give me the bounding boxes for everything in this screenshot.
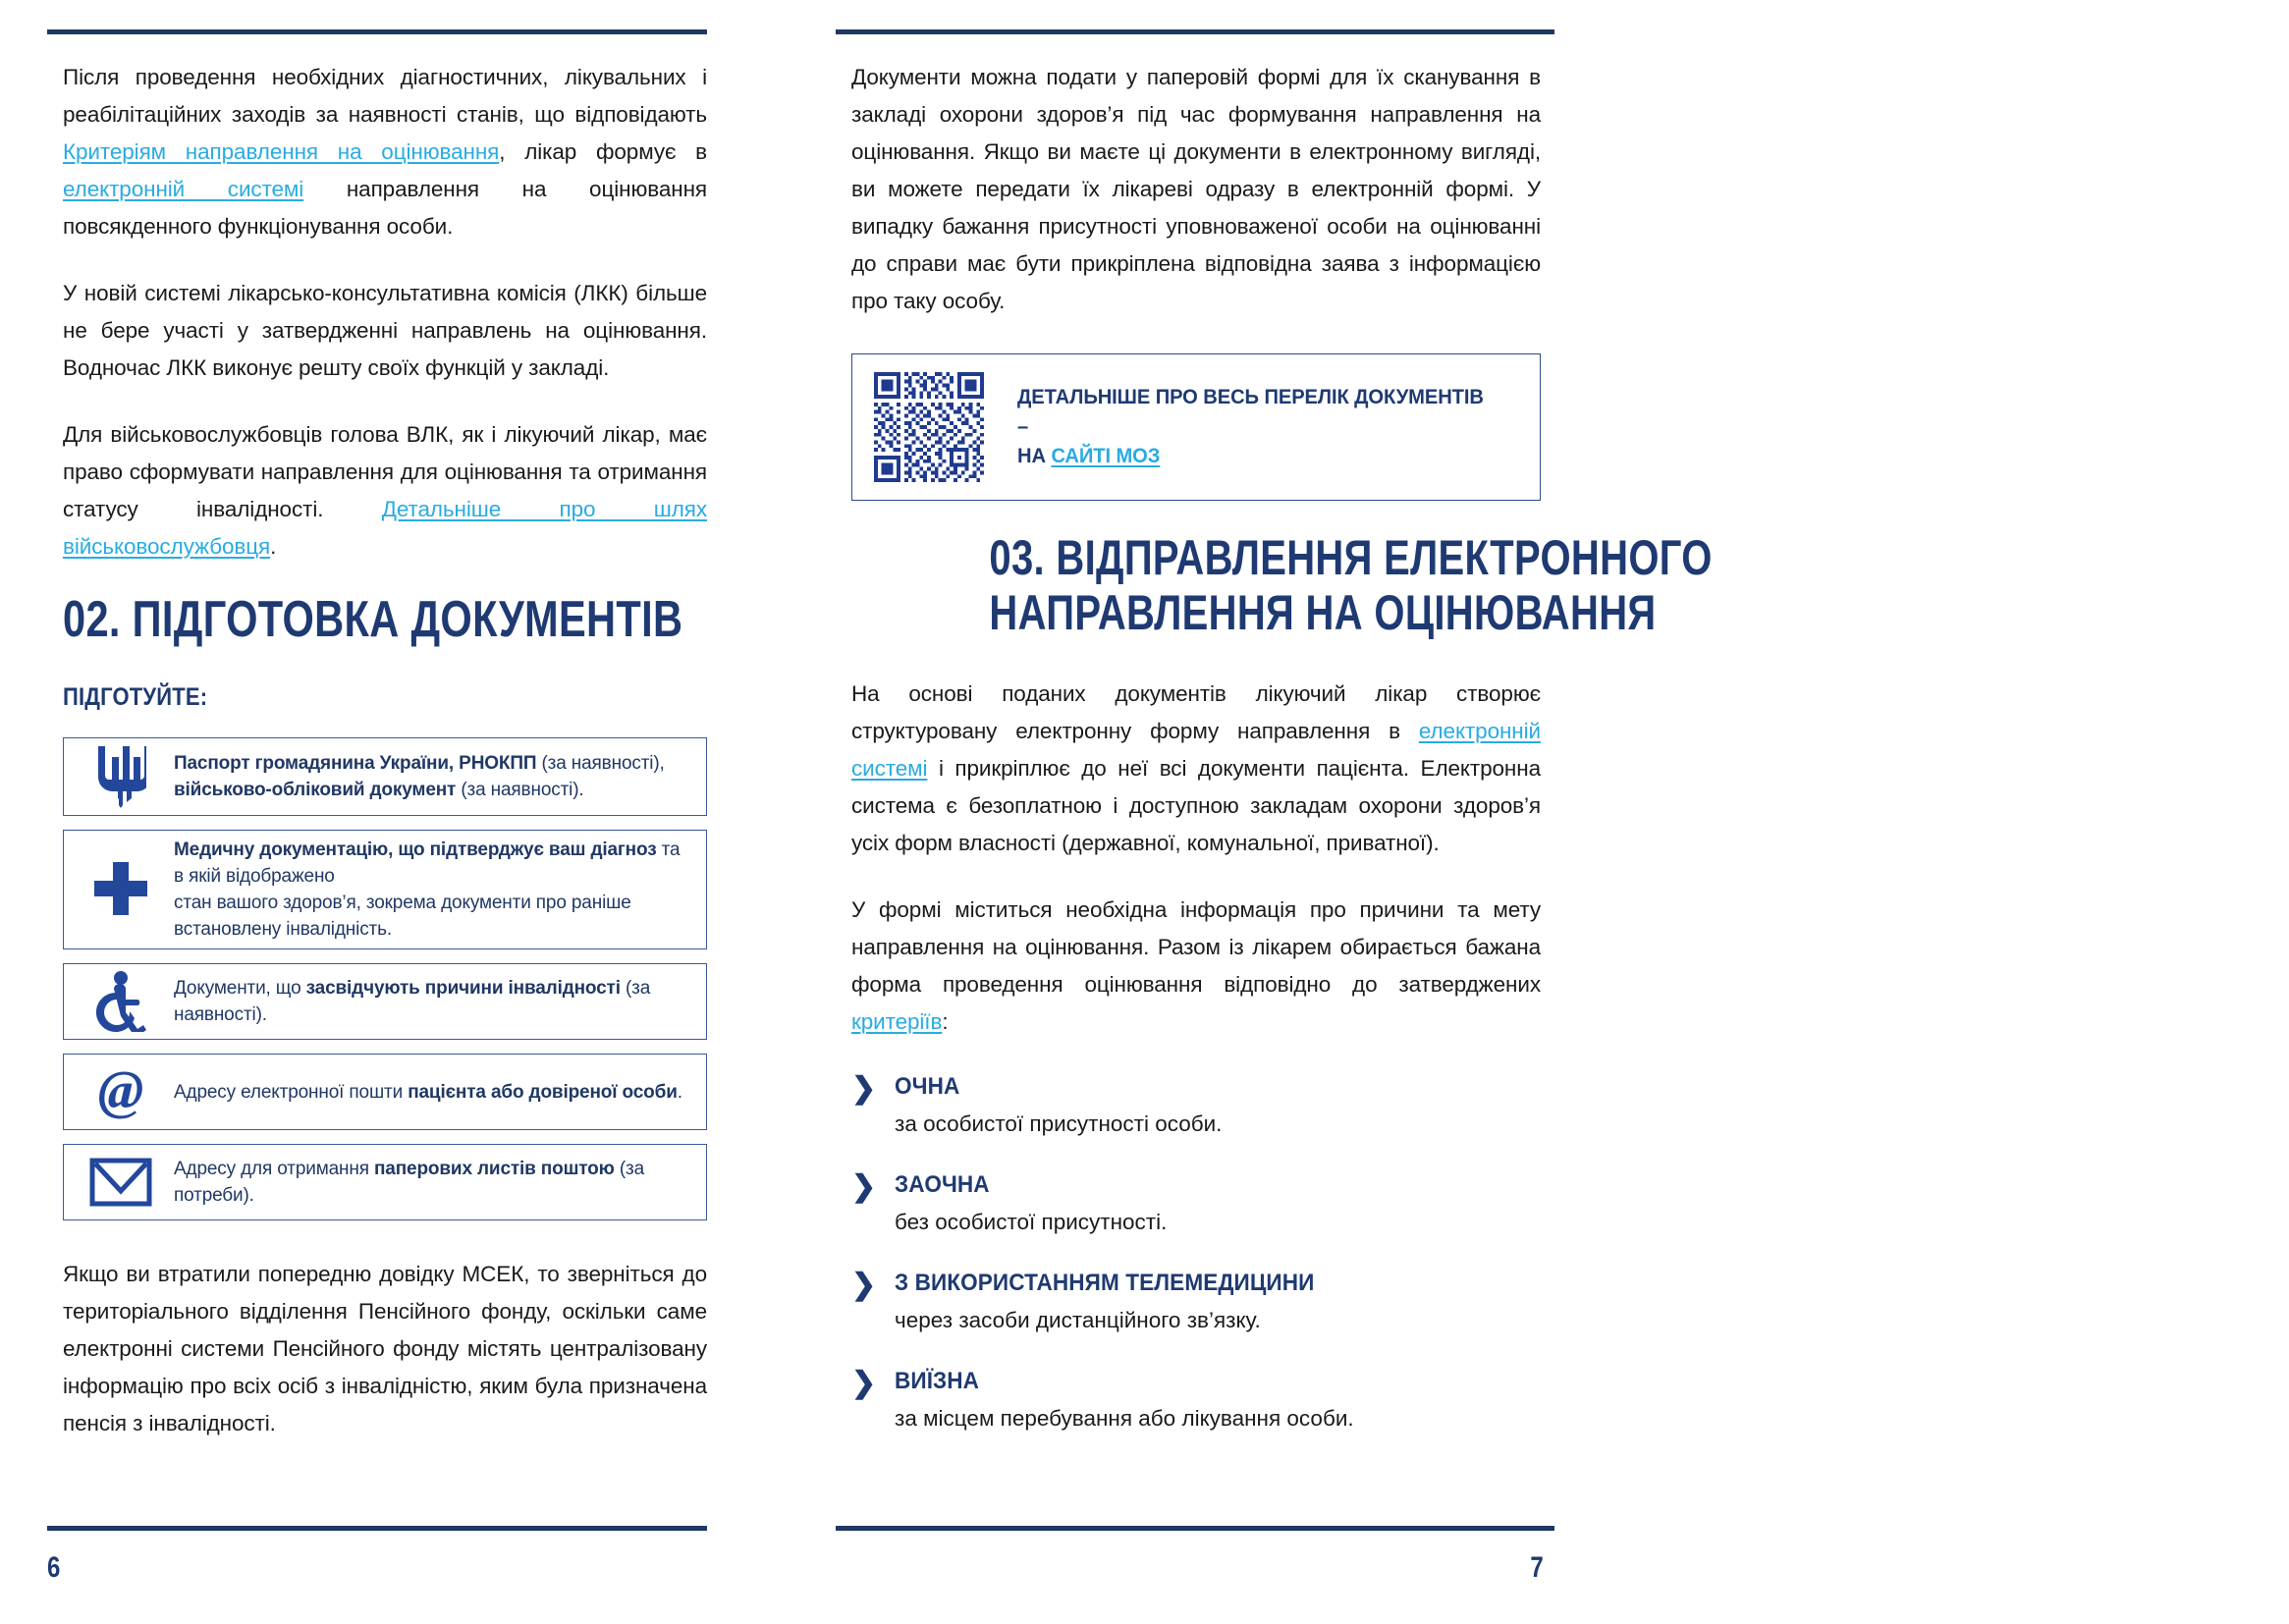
svg-text:@: @ xyxy=(97,1062,144,1121)
chevron-right-icon: ❯ xyxy=(851,1170,877,1203)
list-item-text xyxy=(174,1156,696,1209)
list-item-body xyxy=(895,1170,1541,1239)
qr-promo-box[interactable] xyxy=(851,353,1541,501)
list-item-text xyxy=(174,975,696,1028)
page-number-right: 7 xyxy=(1530,1551,1544,1584)
wheelchair-icon xyxy=(68,971,174,1032)
moz-site-link[interactable]: САЙТІ МОЗ xyxy=(1051,445,1161,467)
inline-link[interactable]: Детальніше про шлях військовослужбовця xyxy=(63,497,707,559)
list-item xyxy=(63,737,707,816)
inline-link[interactable]: електронній системі xyxy=(851,719,1541,781)
doc1-bold1: Паспорт громадянина України, РНОКПП xyxy=(174,753,542,774)
section-02-heading: 02. ПІДГОТОВКА ДОКУМЕНТІВ xyxy=(63,591,683,648)
option-description: без особистої присутності. xyxy=(895,1210,1168,1234)
assessment-forms-list xyxy=(851,1072,1541,1435)
chevron-right-icon: ❯ xyxy=(851,1269,877,1301)
inline-link[interactable]: Критеріям направлення на оцінювання xyxy=(63,139,500,164)
doc1-bold2: військово-обліковий документ xyxy=(174,780,462,800)
left-column-content xyxy=(63,59,707,1442)
top-rule-left xyxy=(47,29,707,34)
chevron-right-icon: ❯ xyxy=(851,1072,877,1105)
paragraph-1 xyxy=(63,59,707,245)
doc3-bold2: засвідчують причини інвалідності xyxy=(305,978,626,999)
list-item-text xyxy=(174,1079,694,1106)
bottom-rule-left xyxy=(47,1526,707,1531)
section-03-heading-line2: НАПРАВЛЕННЯ НА ОЦІНЮВАННЯ xyxy=(989,585,1657,640)
closing-paragraph: Якщо ви втратили попередню довідку МСЕК, то зверніться до територіального відділення Пенсійного фонду, оскільки саме електронні системи Пенсійного фонду містять централізовану інформацію про всіх осіб з інвалідністю, яким була призначена пенсія з інвалідності. xyxy=(63,1262,707,1435)
intro-paragraph: Документи можна подати у паперовій формі для їх сканування в закладі охорони здоров’я під час формування направлення на оцінювання. Якщо ви маєте ці документи в електронному вигляді, ви можете передати їх лікареві одразу в електронній формі. У випадку бажання присутності уповноваженої особи на оцінюванні до справи має бути прикріплена відповідна заява з інформацією про таку особу. xyxy=(851,65,1541,313)
list-item xyxy=(851,1269,1541,1337)
bottom-rule-right xyxy=(836,1526,1554,1531)
list-item xyxy=(63,1144,707,1220)
doc2-reg2: стан вашого здоров’я, зокрема документи про раніше встановлену інвалідність. xyxy=(174,893,631,940)
list-item xyxy=(851,1170,1541,1239)
doc4-reg2: . xyxy=(677,1081,682,1103)
list-item xyxy=(851,1072,1541,1141)
option-description: за особистої присутності особи. xyxy=(895,1111,1223,1136)
right-column-content xyxy=(851,59,1713,1435)
paragraph-text: Для військовослужбовців голова ВЛК, як і лікуючий лікар, має право сформувати направлення для оцінювання та отримання статусу інвалідності. xyxy=(63,422,707,521)
list-item-body xyxy=(895,1072,1541,1141)
list-item-body xyxy=(895,1269,1541,1337)
section-03-heading-wrap xyxy=(851,530,1713,640)
paragraph-text: Після проведення необхідних діагностичних, лікувальних і реабілітаційних заходів за наявності станів, що відповідають xyxy=(63,65,707,127)
paragraph-text: У формі міститься необхідна інформація про причини та мету направлення на оцінювання. Разом із лікарем обирається бажана форма проведення оцінювання відповідно до затверджених xyxy=(851,897,1541,997)
paragraph-text: У новій системі лікарсько-консультативна комісія (ЛКК) більше не бере участі у затвердженні направлень на оцінювання. Водночас ЛКК виконує решту своїх функцій у закладі. xyxy=(63,281,707,380)
list-item-text xyxy=(174,750,677,803)
right-paragraph-1 xyxy=(851,676,1541,862)
top-rule-right xyxy=(836,29,1554,34)
list-item-text xyxy=(174,837,696,943)
paragraph-text: . xyxy=(270,534,277,559)
doc2-reg1: та в якій відображено xyxy=(174,839,681,887)
list-item xyxy=(851,1367,1541,1435)
doc4-reg1: Адресу електронної пошти xyxy=(174,1081,409,1103)
paragraph-text: : xyxy=(942,1009,949,1034)
at-sign-icon xyxy=(68,1062,174,1121)
list-item xyxy=(63,1054,707,1130)
doc3-reg1: Документи, що xyxy=(174,978,306,999)
section-02-heading-wrap xyxy=(63,591,707,648)
paragraph-text: , лікар формує в xyxy=(499,139,708,164)
documents-list xyxy=(63,737,707,1220)
list-item xyxy=(63,963,707,1040)
prepare-subheading: ПІДГОТУЙТЕ: xyxy=(63,683,208,711)
right-paragraph-2 xyxy=(851,892,1541,1041)
inline-link[interactable]: критеріїв xyxy=(851,1009,943,1034)
doc4-bold2: пацієнта або довіреної особи xyxy=(408,1081,678,1103)
page-right xyxy=(851,0,2289,1624)
qr-line-1: ДЕТАЛЬНІШЕ ПРО ВЕСЬ ПЕРЕЛІК ДОКУМЕНТІВ – xyxy=(1017,386,1484,438)
chevron-right-icon: ❯ xyxy=(851,1367,877,1399)
option-description: через засоби дистанційного зв’язку. xyxy=(895,1308,1261,1332)
doc1-reg1: (за наявності), xyxy=(541,753,665,774)
option-title: ОЧНА xyxy=(895,1073,960,1100)
medical-cross-icon xyxy=(68,861,174,918)
doc5-reg2: (за потреби). xyxy=(174,1159,644,1206)
option-title: ВИЇЗНА xyxy=(895,1368,980,1394)
paragraph-text: направлення на оцінювання повсякденного функціонування особи. xyxy=(63,177,707,239)
paragraph-text: і прикріплює до неї всі документи пацієнта. Електронна система є безоплатною і доступною закладам охорони здоров’я усіх форм власності (державної, комунальної, приватної). xyxy=(851,756,1541,855)
envelope-icon xyxy=(68,1158,174,1207)
option-description: за місцем перебування або лікування особи. xyxy=(895,1406,1354,1431)
option-title: ЗАОЧНА xyxy=(895,1171,990,1198)
paragraph-2 xyxy=(63,275,707,387)
doc5-reg1: Адресу для отримання xyxy=(174,1159,374,1179)
section-03-heading-line1: 03. ВІДПРАВЛЕННЯ ЕЛЕКТРОННОГО xyxy=(989,530,1713,585)
option-title: З ВИКОРИСТАННЯМ ТЕЛЕМЕДИЦИНИ xyxy=(895,1270,1315,1296)
paragraph-3 xyxy=(63,416,707,566)
doc2-bold1: Медичну документацію, що підтверджує ваш діагноз xyxy=(174,839,662,860)
qr-line-2-prefix: НА xyxy=(1017,445,1052,467)
list-item xyxy=(63,830,707,949)
paragraph-text: На основі поданих документів лікуючий лікар створює структуровану електронну форму направлення в xyxy=(851,681,1541,743)
doc5-bold2: паперових листів поштою xyxy=(373,1159,620,1179)
doc3-reg2: (за наявності). xyxy=(174,978,651,1025)
qr-promo-text xyxy=(1017,383,1495,471)
list-item-body xyxy=(895,1367,1541,1435)
qr-code-icon[interactable] xyxy=(874,372,984,482)
trident-icon xyxy=(68,744,174,809)
doc1-reg2: (за наявності). xyxy=(461,780,584,800)
page-number-left: 6 xyxy=(47,1551,61,1584)
inline-link[interactable]: електронній системі xyxy=(63,177,304,201)
section-03-heading xyxy=(989,530,1713,640)
